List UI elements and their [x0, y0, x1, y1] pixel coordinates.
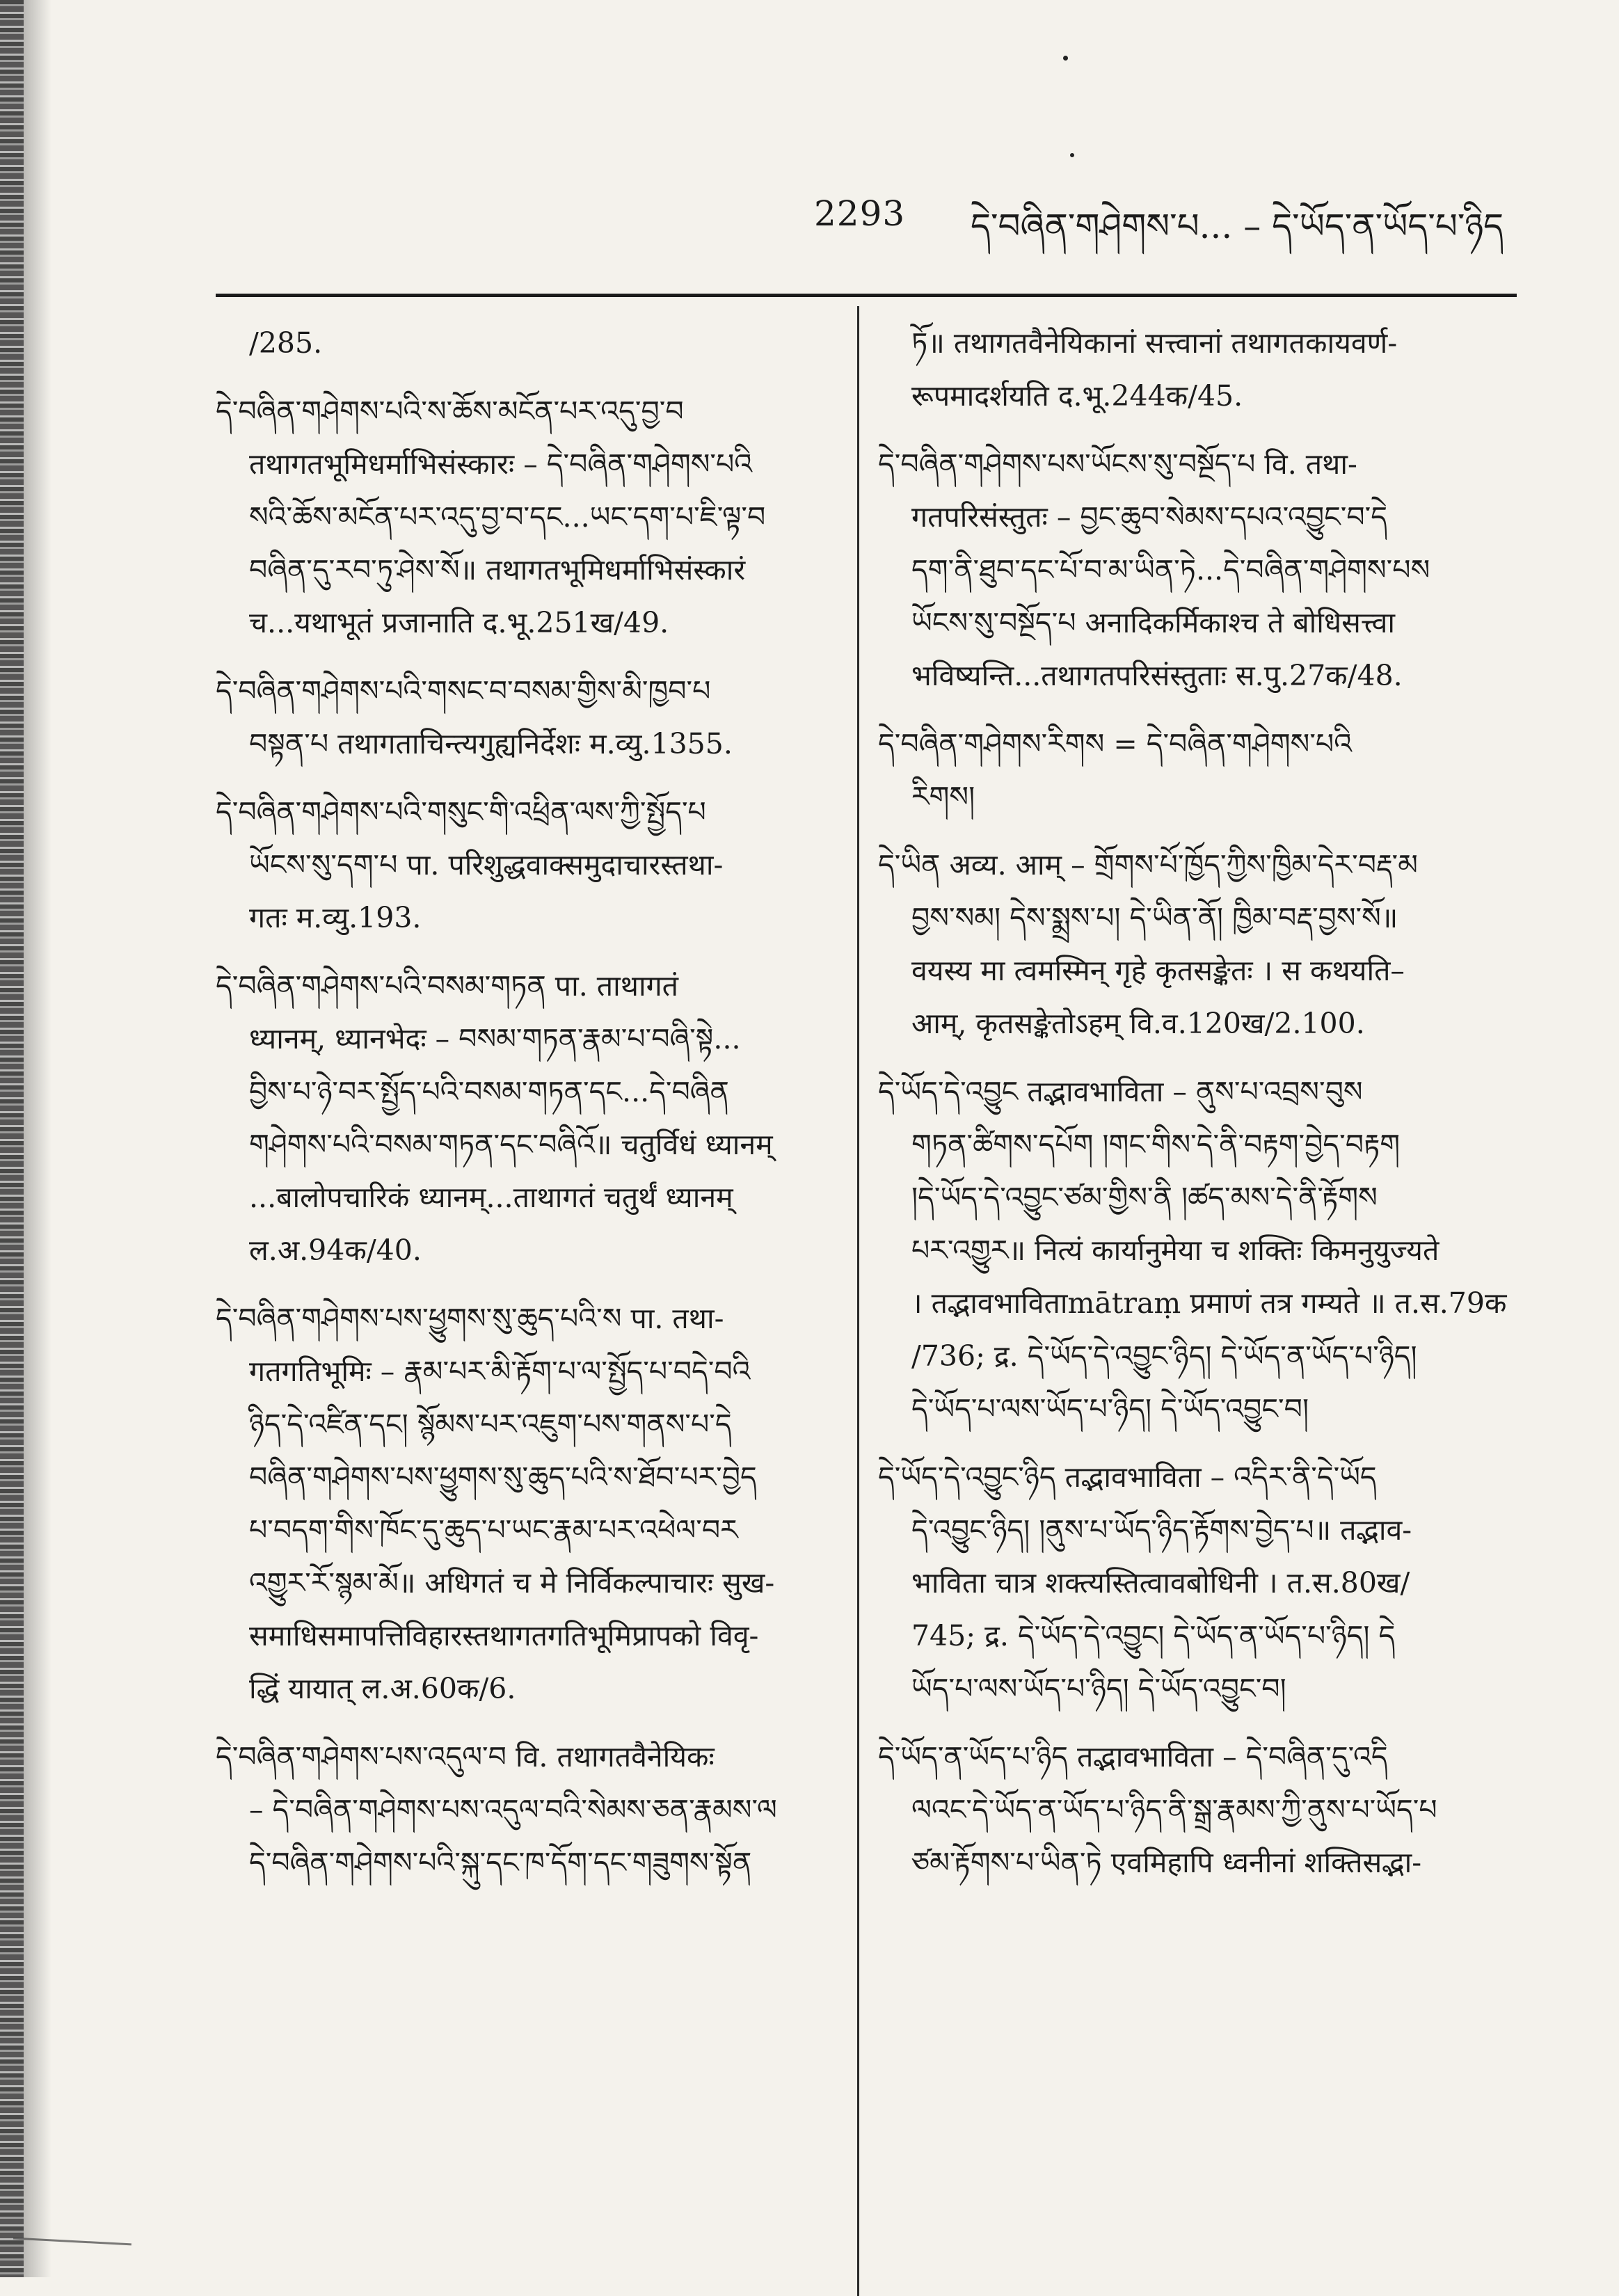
- ink-speck: [1063, 56, 1068, 61]
- spine-shadow: [24, 0, 51, 2277]
- dictionary-entry: དེ་ཡོད་ན་ཡོད་པ་ཉིད तद्भावभाविता – དེ་བཞིན་དུ་འདི ལའང་དེ་ཡོད་ན་ཡོད་པ་ཉིད་ནི་སྒྲ་རྣམས་ཀྱི་ནུས་པ་ཡོད་པ ཙམ་རྟོགས་པ་ཡིན་ཏེ एवमिहापि ध्वनीनां शक्तिसद्भा-: [878, 1740, 1437, 1879]
- page-header: [814, 188, 1517, 250]
- margin-scribble: [13, 2210, 133, 2246]
- ink-speck: [1070, 153, 1074, 157]
- left-column: [216, 317, 836, 1904]
- column-divider: [857, 306, 859, 2296]
- header-rule: [216, 294, 1517, 297]
- dictionary-entry: /285.: [249, 326, 323, 360]
- dictionary-entry: དེ་བཞིན་གཤེགས་པས་ཕྱུགས་སུ་ཆུད་པའི་ས पा. तथा- गतगतिभूमिः – རྣམ་པར་མི་རྟོག་པ་ལ་སྤྱོད་པ་བདེ་བའི ཉིད་དེ་འཛིན་དང། སྙོམས་པར་འཇུག་པས་གནས་པ་དེ བཞིན་གཤེགས་པས་ཕྱུགས་སུ་ཆུད་པའི་ས་ཐོབ་པར་བྱེད པ་བདག་གིས་ཁོང་དུ་ཆུད་པ་ཡང་རྣམ་པར་འཕེལ་བར འགྱུར་རོ་སྙམ་མོ॥ अधिगतं च मे निर्विकल्पाचारः सुख- समाधिसमापत्तिविहारस्तथागतगतिभूमिप्रापको विवृ- द्धिं यायात् ल.अ.60क/6.: [216, 1302, 775, 1705]
- dictionary-entry: དེ་ཡིན अव्य. आम् – གྲོགས་པོ་ཁྱོད་ཀྱིས་ཁྱིམ་དེར་བརྡ་མ བྱས་སམ། དེས་སྨྲས་པ། དེ་ཡིན་ནོ། ཁྱིམ་བརྡ་བྱས་སོ॥ वयस्य मा त्वमस्मिन् गृहे कृतसङ्केतः । स कथयति– आम्, कृतसङ्केतोऽहम् वि.व.120ख/2.100.: [878, 848, 1418, 1040]
- dictionary-entry: དེ་བཞིན་གཤེགས་པའི་བསམ་གཏན पा. ताथागतं ध्यानम्, ध्यानभेदः – བསམ་གཏན་རྣམ་པ་བཞི་སྟེ... བྱིས་པ་ཉེ་བར་སྤྱོད་པའི་བསམ་གཏན་དང...དེ་བཞིན གཤེགས་པའི་བསམ་གཏན་དང་བཞིའོ॥ चतुर्विधं ध्यानम् ...बालोपचारिकं ध्यानम्...ताथागतं चतुर्थं ध्यानम् ल.अ.94क/40.: [216, 969, 773, 1267]
- dictionary-entry: དེ་ཡོད་དེ་འབྱུང་ཉིད तद्भावभाविता – འདིར་ནི་དེ་ཡོད དེ་འབྱུང་ཉིད། །ནུས་པ་ཡོད་ཉིད་རྟོགས་བྱེད་པ॥ तद्भाव- भाविता चात्र शक्त्यस्तित्वावबोधिनी । त.स.80ख/ 745; द्र. དེ་ཡོད་དེ་འབྱུང། དེ་ཡོད་ན་ཡོད་པ་ཉིད། དེ ཡོད་པ་ལས་ཡོད་པ་ཉིད། དེ་ཡོད་འབྱུང་བ།: [878, 1460, 1412, 1705]
- right-column: [878, 317, 1518, 1904]
- running-head: དེ་བཞིན་གཤེགས་པ... – དེ་ཡོད་ན་ཡོད་པ་ཉིད: [971, 206, 1504, 246]
- dictionary-entry: ཏོ॥ तथागतवैनेयिकानां सत्त्वानां तथागतकायवर्ण- रूपमादर्शयति द.भू.244क/45.: [911, 326, 1398, 413]
- book-spine-edge: [0, 0, 24, 2277]
- dictionary-entry: དེ་བཞིན་གཤེགས་པའི་གསང་བ་བསམ་གྱིས་མི་ཁྱབ་པ བསྟན་པ तथागताचिन्त्यगुह्यनिर्देशः म.व्यु.1355.: [216, 674, 733, 760]
- dictionary-entry: དེ་བཞིན་གཤེགས་པས་འདུལ་བ वि. तथागतवैनेयिकः – དེ་བཞིན་གཤེགས་པས་འདུལ་བའི་སེམས་ཅན་རྣམས་ལ དེ་བཞིན་གཤེགས་པའི་སྐུ་དང་ཁ་དོག་དང་གཟུགས་སྟོན: [216, 1740, 777, 1879]
- dictionary-entry: དེ་ཡོད་དེ་འབྱུང तद्भावभाविता – ནུས་པ་འབྲས་བུས གཏན་ཚིགས་དཔོག །གང་གིས་དེ་ནི་བརྟག་བྱེད་བརྟག །དེ་ཡོད་དེ་འབྱུང་ཙམ་གྱིས་ནི །ཚད་མས་དེ་ནི་རྟོགས པར་འགྱུར॥ नित्यं कार्यानुमेया च शक्तिः किमनुयुज्यते । तद्भावभाविताmātraṃ प्रमाणं तत्र गम्यते ॥ त.स.79क /736; द्र. དེ་ཡོད་དེ་འབྱུང་ཉིད། དེ་ཡོད་ན་ཡོད་པ་ཉིད། དེ་ཡོད་པ་ལས་ཡོད་པ་ཉིད། དེ་ཡོད་འབྱུང་བ།: [878, 1075, 1507, 1426]
- dictionary-entry: དེ་བཞིན་གཤེགས་པས་ཡོངས་སུ་བསྔོད་པ वि. तथा- गतपरिसंस्तुतः – བྱང་ཆུབ་སེམས་དཔའ་འབྱུང་བ་དེ དག་ནི་ཐུབ་དང་པོ་བ་མ་ཡིན་ཏེ...དེ་བཞིན་གཤེགས་པས ཡོངས་སུ་བསྔོད་པ अनादिकर्मिकाश्च ते बोधिसत्त्वा भविष्यन्ति...तथागतपरिसंस्तुताः स.पु.27क/48.: [878, 447, 1430, 692]
- dictionary-entry: དེ་བཞིན་གཤེགས་པའི་ས་ཆོས་མངོན་པར་འདུ་བྱ་བ तथागतभूमिधर्माभिसंस्कारः – དེ་བཞིན་གཤེགས་པའི སའི་ཆོས་མངོན་པར་འདུ་བྱ་བ་དང...ཡང་དག་པ་ཇི་ལྟ་བ བཞིན་དུ་རབ་ཏུ་ཤེས་སོ॥ तथागतभूमिधर्माभिसंस्कारं च...यथाभूतं प्रजानाति द.भू.251ख/49.: [216, 394, 766, 639]
- page-number: 2293: [814, 193, 906, 234]
- dictionary-entry: དེ་བཞིན་གཤེགས་པའི་གསུང་གི་འཕྲིན་ལས་ཀྱི་སྤྱོད་པ ཡོངས་སུ་དག་པ पा. परिशुद्धवाक्समुदाचारस्तथा- गतः म.व्यु.193.: [216, 795, 724, 934]
- dictionary-entry: དེ་བཞིན་གཤེགས་རིགས = དེ་བཞིན་གཤེགས་པའི རིགས།: [878, 727, 1353, 813]
